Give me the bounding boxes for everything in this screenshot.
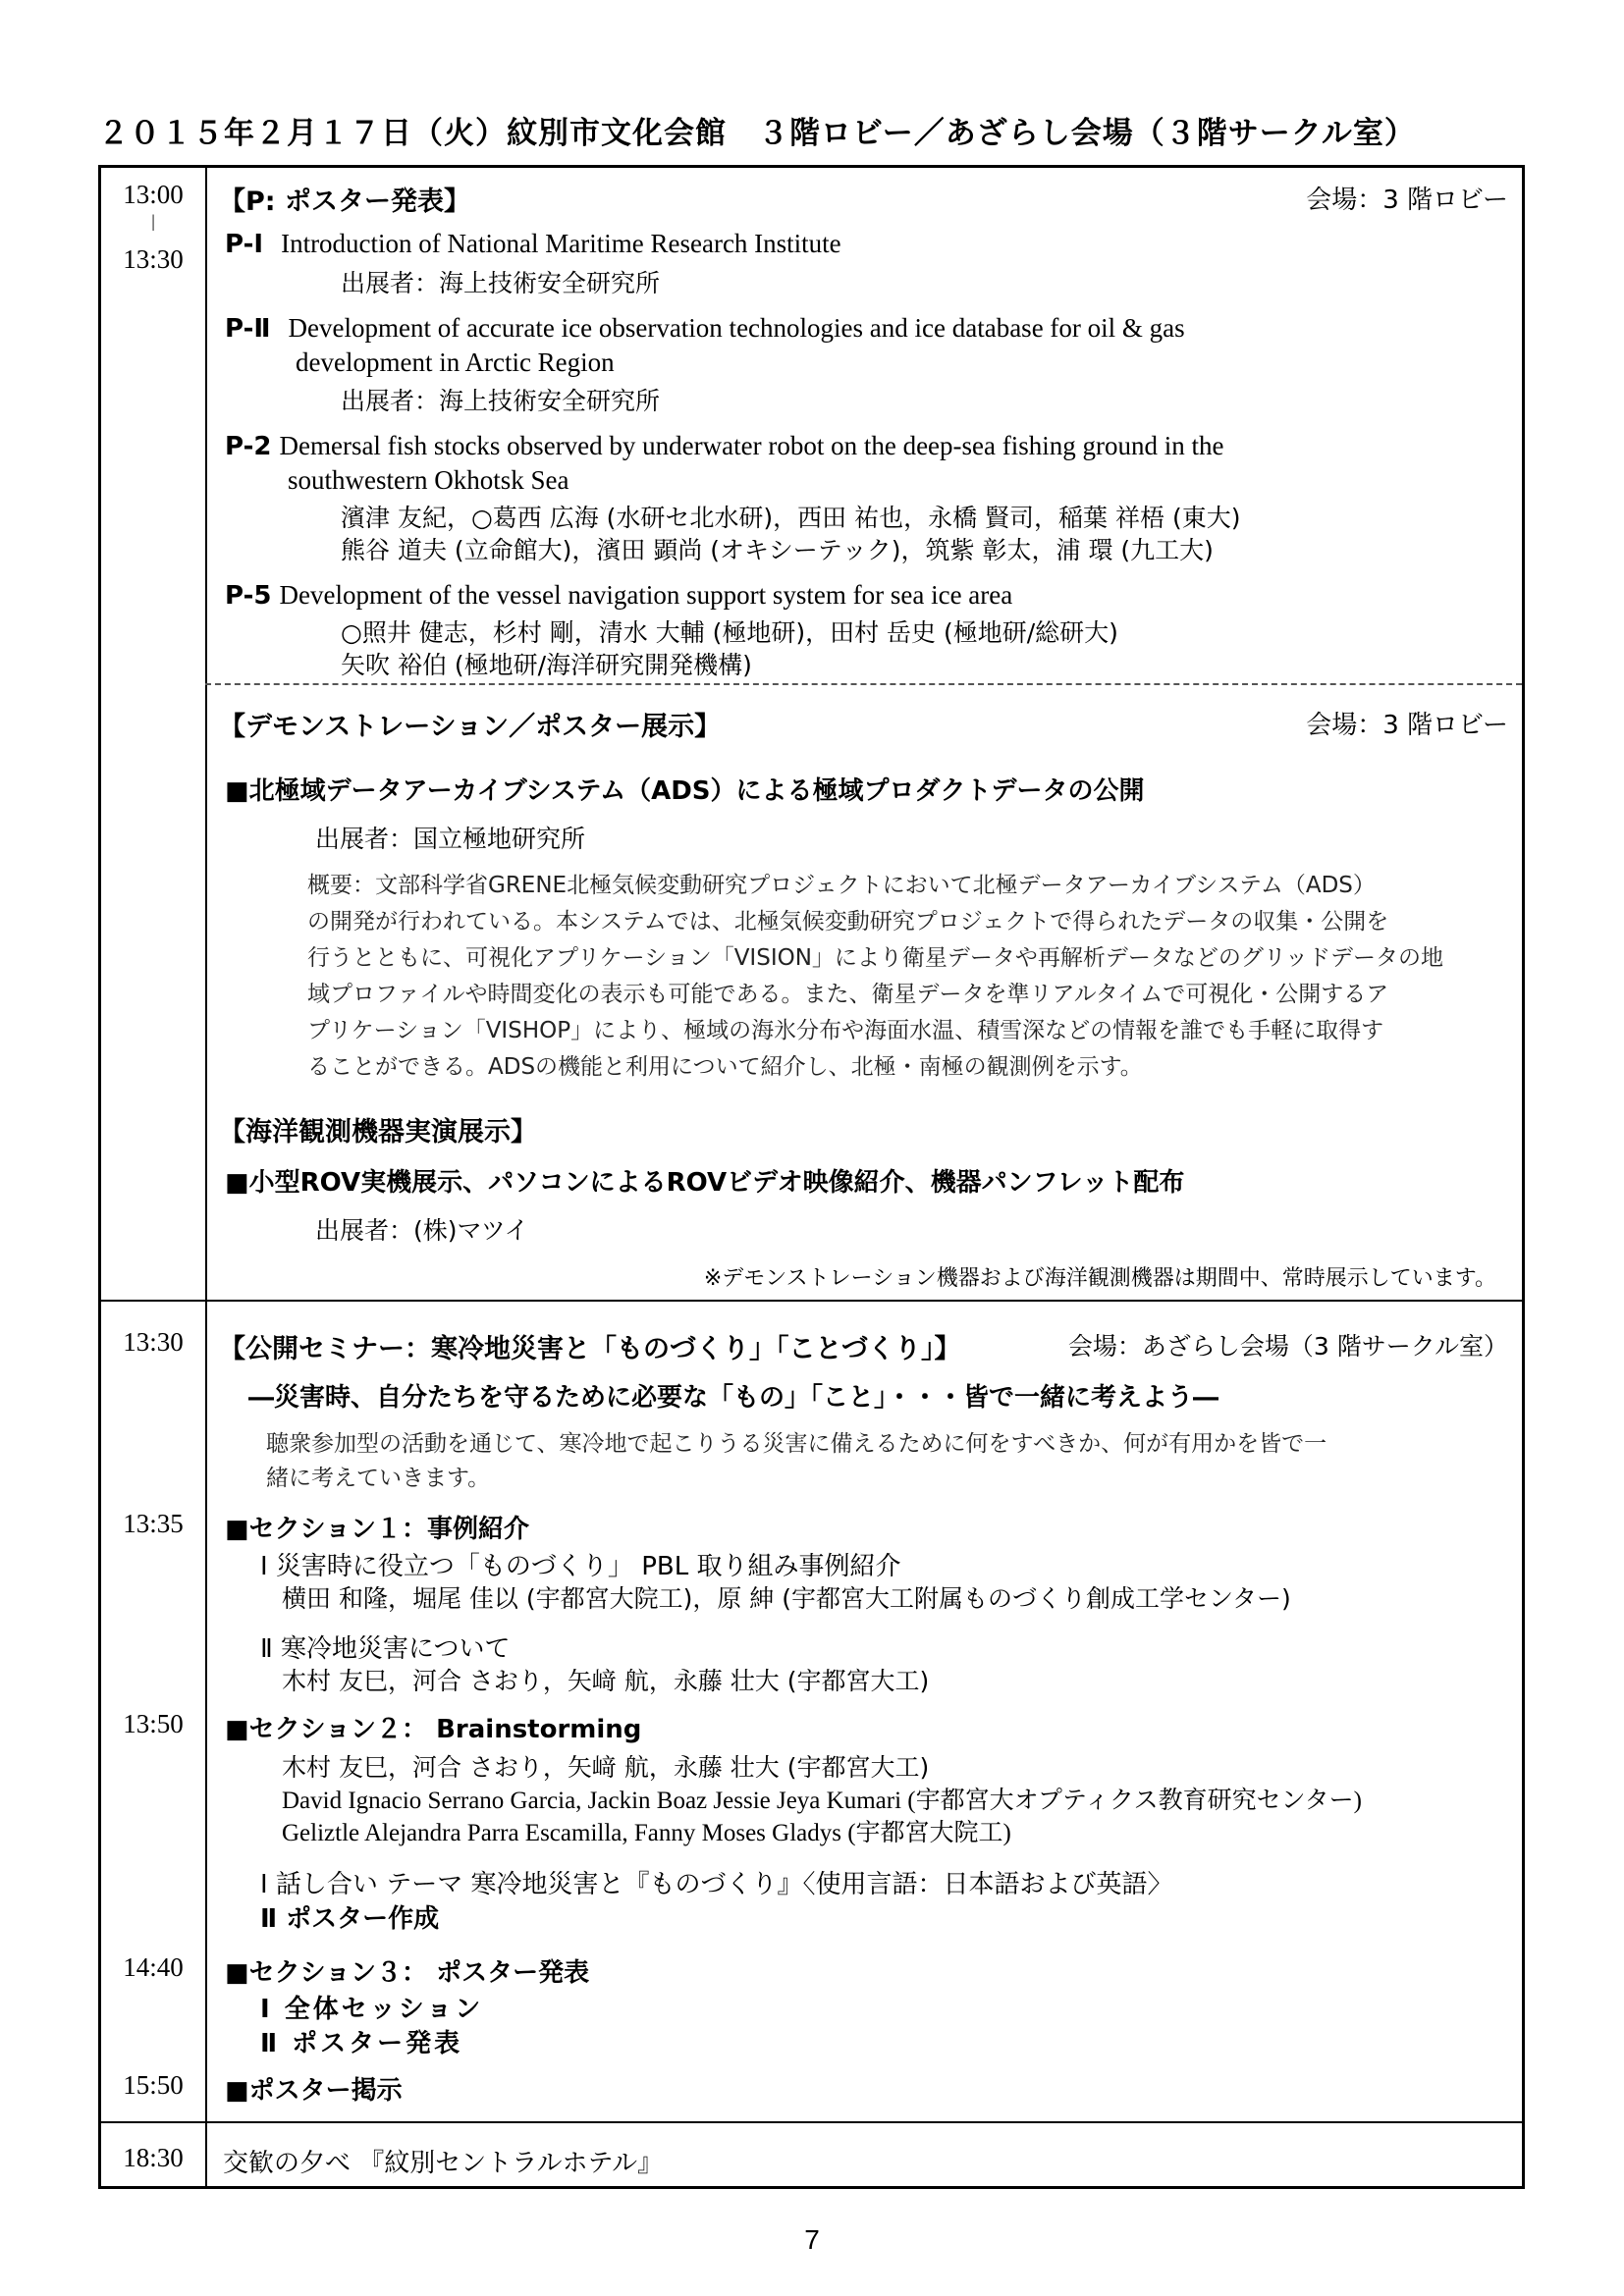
poster-title: Development of accurate ice observation technologies and ice database for oil & gas bbox=[288, 313, 1185, 343]
poster-title-cont: development in Arctic Region bbox=[296, 347, 615, 377]
poster-item bbox=[225, 313, 1185, 344]
poster-title: Demersal fish stocks observed by underwater robot on the deep-sea fishing ground in the bbox=[279, 431, 1224, 460]
reception-time: 18:30 bbox=[123, 2143, 184, 2172]
reception-title: 交歓の夕べ 『紋別セントラルホテル』 bbox=[223, 2149, 664, 2178]
section2-item-i: Ⅰ 話し合い テーマ 寒冷地災害と『ものづくり』〈使用言語：日本語および英語〉 bbox=[260, 1870, 1173, 1899]
poster-id: P-2 bbox=[225, 432, 272, 461]
poster-item bbox=[225, 580, 1012, 611]
section2-authors: 木村 友巳，河合 さおり，矢﨑 航，永藤 壮大 (宇都宮大工) bbox=[282, 1753, 930, 1782]
seminar-subtitle: ―災害時、自分たちを守るために必要な「もの」「こと」・・・皆で一緒に考えよう― bbox=[248, 1383, 1219, 1413]
poster-authors: 濱津 友紀，○葛西 広海 (水研セ北水研)，西田 祐也，永橋 賢司，稲葉 祥梧 (東大) bbox=[341, 504, 1241, 532]
ocean-item-title: ■小型ROV実機展示、パソコンによるROVビデオ映像紹介、機器パンフレット配布 bbox=[225, 1168, 1185, 1198]
section4-time: 15:50 bbox=[123, 2070, 184, 2100]
demo-summary-line: の開発が行われている。本システムでは、北極気候変動研究プロジェクトで得られたデータの収集・公開を bbox=[307, 909, 1389, 934]
section2-authors: Geliztle Alejandra Parra Escamilla, Fanny Moses Gladys (宇都宮大院工) bbox=[282, 1820, 1011, 1846]
seminar-section3-title: ■セクション３： ポスター発表 bbox=[225, 1958, 590, 1988]
schedule-table bbox=[98, 165, 1525, 2189]
poster-title: Introduction of National Maritime Research Institute bbox=[281, 229, 841, 258]
demo-summary-line: ることができる。ADSの機能と利用について紹介し、北極・南極の観測例を示す。 bbox=[307, 1054, 1143, 1080]
seminar-time: 13:30 bbox=[123, 1327, 184, 1357]
seminar-intro-line: 聴衆参加型の活動を通じて、寒冷地で起こりうる災害に備えるために何をすべきか、何が有用かを皆で一 bbox=[266, 1431, 1327, 1457]
demo-exhibitor: 出展者：国立極地研究所 bbox=[315, 825, 586, 853]
poster-item bbox=[225, 229, 841, 259]
poster-exhibitor: 出展者：海上技術安全研究所 bbox=[341, 387, 661, 415]
demo-venue: 会場：3 階ロビー bbox=[1306, 711, 1508, 740]
seminar-section4-title: ■ポスター掲示 bbox=[225, 2076, 403, 2106]
demo-note: ※デモンストレーション機器および海洋観測機器は期間中、常時展示しています。 bbox=[703, 1266, 1496, 1291]
page-header: ２０１５年２月１７日（火）紋別市文化会館 ３階ロビー／あざらし会場（３階サークル室） bbox=[98, 116, 1416, 151]
dashed-divider-demo bbox=[205, 683, 1522, 685]
section3-item-i: Ⅰ 全体セッション bbox=[260, 1995, 484, 2024]
seminar-section2-title: ■セクション２： Brainstorming bbox=[225, 1715, 642, 1744]
poster-venue: 会場：3 階ロビー bbox=[1306, 186, 1508, 215]
time-separator: | bbox=[151, 211, 155, 231]
poster-section-title: 【P: ポスター発表】 bbox=[219, 187, 470, 217]
page-number: 7 bbox=[804, 2224, 820, 2255]
poster-id: P-Ⅰ bbox=[225, 230, 264, 259]
demo-summary-line: プリケーション「VISHOP」により、極域の海氷分布や海面水温、積雪深などの情報を誰でも手軽に取得す bbox=[307, 1018, 1384, 1043]
section1-item-ii: Ⅱ 寒冷地災害について bbox=[260, 1634, 511, 1664]
demo-summary-line: 概要：文部科学省GRENE北極気候変動研究プロジェクトにおいて北極データアーカイブシステム（ADS） bbox=[307, 873, 1376, 898]
poster-title: Development of the vessel navigation support system for sea ice area bbox=[279, 580, 1013, 610]
section3-time: 14:40 bbox=[123, 1952, 184, 1982]
poster-item bbox=[225, 431, 1223, 461]
section2-item-ii: Ⅱ ポスター作成 bbox=[260, 1904, 440, 1934]
poster-id: P-Ⅱ bbox=[225, 314, 271, 344]
time-end: 13:30 bbox=[123, 244, 184, 274]
seminar-venue: 会場：あざらし会場（3 階サークル室） bbox=[1067, 1332, 1508, 1361]
section1-item-i: Ⅰ 災害時に役立つ「ものづくり」 PBL 取り組み事例紹介 bbox=[260, 1552, 901, 1581]
ocean-section-title: 【海洋観測機器実演展示】 bbox=[219, 1117, 537, 1148]
section1-item-i-authors: 横田 和隆，堀尾 佳以 (宇都宮大院工)，原 紳 (宇都宮大工附属ものづくり創成工学センター) bbox=[282, 1584, 1291, 1613]
section2-time: 13:50 bbox=[123, 1709, 184, 1738]
row-divider-reception bbox=[101, 2121, 1522, 2123]
poster-authors: 矢吹 裕伯 (極地研/海洋研究開発機構) bbox=[341, 651, 752, 679]
poster-id: P-5 bbox=[225, 581, 272, 611]
time-column-divider bbox=[205, 168, 207, 2186]
demo-item-title: ■北極域データアーカイブシステム（ADS）による極域プロダクトデータの公開 bbox=[225, 776, 1145, 806]
section3-item-ii: Ⅱ ポスター発表 bbox=[260, 2029, 463, 2058]
demo-summary-line: 域プロファイルや時間変化の表示も可能である。また、衛星データを準リアルタイムで可視化・公開するア bbox=[307, 982, 1389, 1007]
poster-authors: 熊谷 道夫 (立命館大)，濱田 顕尚 (オキシーテック)，筑紫 彰太，浦 環 (九工大) bbox=[341, 536, 1214, 564]
section1-item-ii-authors: 木村 友巳，河合 さおり，矢﨑 航，永藤 壮大 (宇都宮大工) bbox=[282, 1667, 930, 1695]
poster-authors: ○照井 健志，杉村 剛，清水 大輔 (極地研)，田村 岳史 (極地研/総研大) bbox=[341, 618, 1118, 647]
ocean-exhibitor: 出展者：(株)マツイ bbox=[315, 1216, 529, 1245]
row-divider-seminar bbox=[101, 1300, 1522, 1302]
seminar-intro-line: 緒に考えていきます。 bbox=[266, 1466, 491, 1491]
poster-exhibitor: 出展者：海上技術安全研究所 bbox=[341, 269, 661, 297]
section1-time: 13:35 bbox=[123, 1509, 184, 1538]
demo-section-title: 【デモンストレーション／ポスター展示】 bbox=[219, 712, 722, 742]
seminar-title: 【公開セミナー：寒冷地災害と「ものづくり」「ことづくり」】 bbox=[219, 1334, 961, 1364]
seminar-section1-title: ■セクション１：事例紹介 bbox=[225, 1515, 530, 1544]
poster-title-cont: southwestern Okhotsk Sea bbox=[288, 465, 569, 495]
time-start: 13:00 bbox=[123, 180, 184, 209]
section2-authors: David Ignacio Serrano Garcia, Jackin Boaz Jessie Jeya Kumari (宇都宮大オプティクス教育研究センター) bbox=[282, 1788, 1362, 1814]
demo-summary-line: 行うとともに、可視化アプリケーション「VISION」により衛星データや再解析データなどのグリッドデータの地 bbox=[307, 945, 1443, 971]
